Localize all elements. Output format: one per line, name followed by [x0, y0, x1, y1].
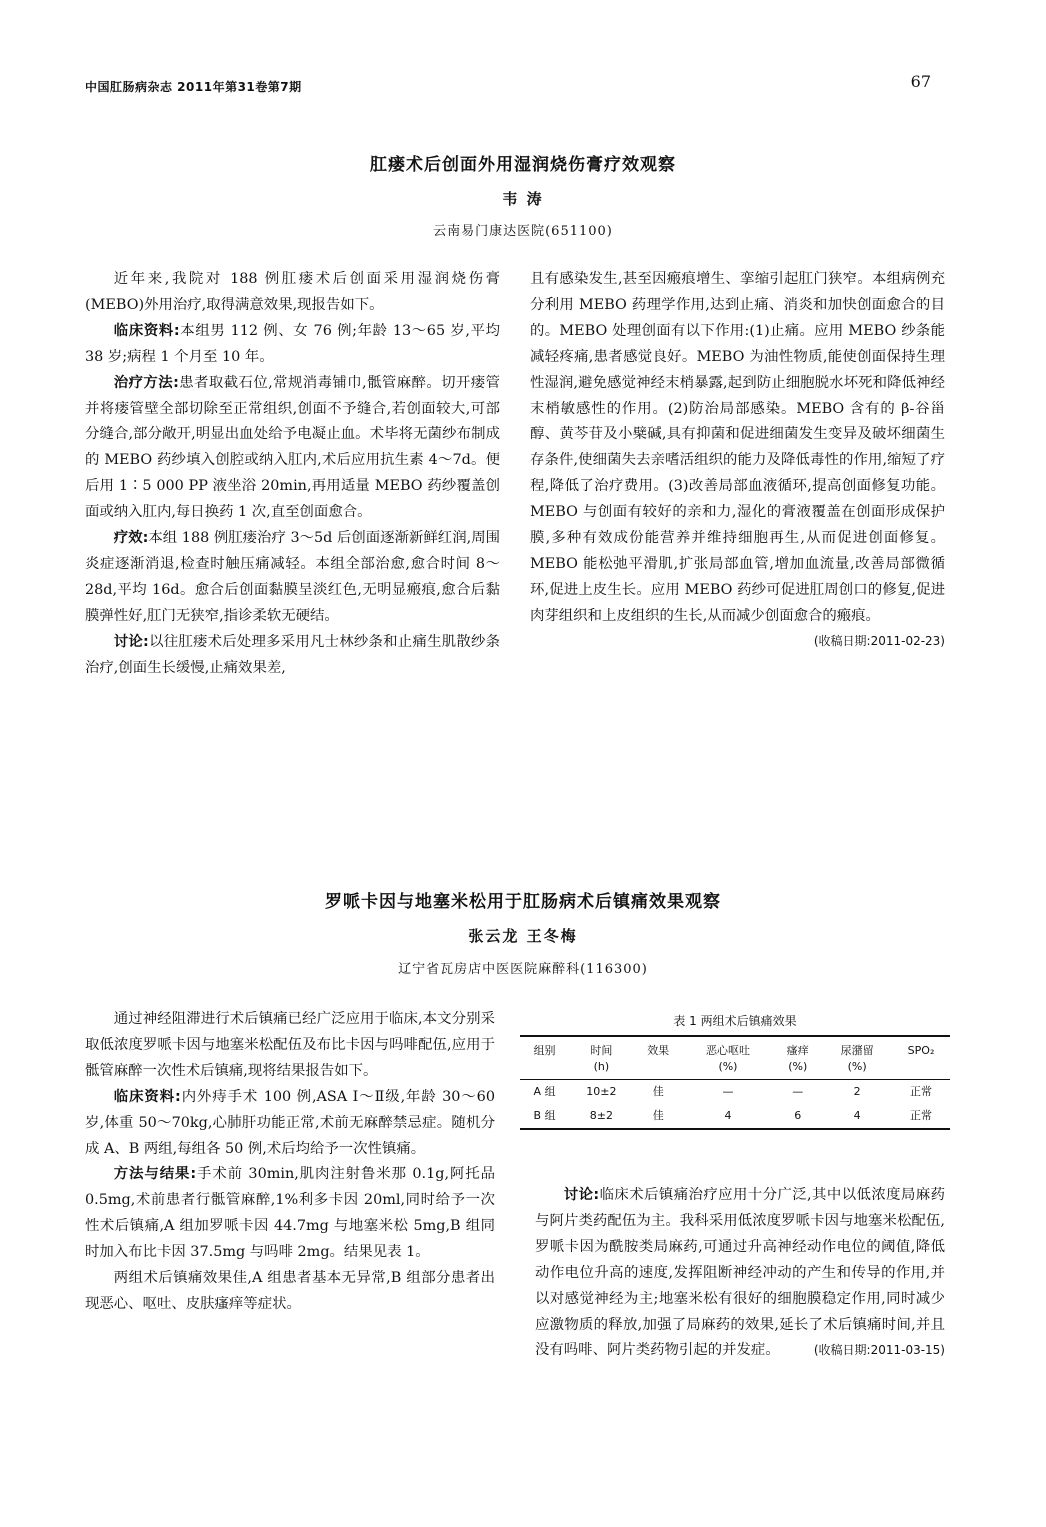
table-cell: B 组 — [533, 1109, 556, 1122]
column-unit — [634, 1059, 683, 1080]
table-cell: 4 — [853, 1109, 861, 1122]
paragraph-heading: 治疗方法: — [113, 374, 179, 391]
table-cell: 6 — [794, 1109, 802, 1122]
article2-authors: 张云龙 王冬梅 — [468, 927, 578, 945]
paragraph-heading: 方法与结果: — [113, 1166, 197, 1183]
paragraph-heading: 临床资料: — [113, 322, 180, 339]
article2-affiliation: 辽宁省瓦房店中医医院麻醉科(116300) — [398, 962, 648, 977]
column-header: SPO₂ — [907, 1044, 935, 1057]
paragraph-heading: 临床资料: — [113, 1088, 181, 1105]
column-header: 时间 — [590, 1044, 613, 1057]
column-unit: (h) — [593, 1060, 610, 1073]
article1-author: 韦 涛 — [502, 190, 544, 208]
received-date: (收稿日期:2011-02-23) — [813, 633, 945, 648]
paragraph-heading: 疗效: — [113, 530, 149, 547]
paragraph: 讨论:以往肛瘘术后处理多采用凡士林纱条和止痛生肌散纱条治疗,创面生长缓慢,止痛效果差, — [85, 633, 500, 676]
paragraph: 疗效:本组 188 例肛瘘治疗 3～5d 后创面逐渐新鲜红润,周围炎症逐渐消退,检查时触压痛减轻。本组全部治愈,愈合时间 8～28d,平均 16d。愈合后创面黏膜呈淡红色,无明显瘢痕,愈合后黏膜弹性好,肛门无狭窄,指诊柔软无硬结。 — [85, 530, 500, 624]
table-cell: 4 — [724, 1109, 732, 1122]
paragraph-heading: 讨论: — [563, 1187, 600, 1203]
article2-discussion — [535, 1183, 945, 1364]
results-table — [520, 1035, 950, 1130]
paragraph: 通过神经阻滞进行术后镇痛已经广泛应用于临床,本文分别采取低浓度罗哌卡因与地塞米松配伍及布比卡因与吗啡配伍,应用于骶管麻醉一次性术后镇痛,现将结果报告如下。 — [85, 1011, 495, 1079]
table-row — [520, 1104, 950, 1129]
table-cell: 8±2 — [589, 1109, 613, 1122]
column-unit — [520, 1059, 569, 1080]
column-header: 效果 — [647, 1044, 670, 1057]
table-caption: 表 1 两组术后镇痛效果 — [673, 1014, 797, 1028]
article1-right-column — [530, 267, 945, 652]
paragraph-heading: 讨论: — [113, 633, 149, 650]
table-cell: 2 — [853, 1085, 861, 1098]
article1-affiliation: 云南易门康达医院(651100) — [433, 224, 613, 239]
received-date: (收稿日期:2011-03-15) — [813, 1343, 945, 1358]
paragraph: 方法与结果:手术前 30min,肌肉注射鲁米那 0.1g,阿托品 0.5mg,术前患者行骶管麻醉,1%利多卡因 20ml,同时给予一次性术后镇痛,A 组加罗哌卡因 44.7mg 与地塞米松 5mg,B 组同时加入布比卡因 37.5mg 与吗啡 2mg。结果见表 1。 — [85, 1166, 495, 1261]
article2-title: 罗哌卡因与地塞米松用于肛肠病术后镇痛效果观察 — [325, 892, 721, 912]
table-cell: 佳 — [652, 1085, 664, 1098]
table-row — [520, 1080, 950, 1105]
paragraph: 临床资料:内外痔手术 100 例,ASA Ⅰ～Ⅱ级,年龄 30～60 岁,体重 50～70kg,心肺肝功能正常,术前无麻醉禁忌症。随机分成 A、B 两组,每组各 50 例,术后均给予一次性镇痛。 — [85, 1088, 495, 1157]
table-cell: 佳 — [652, 1109, 664, 1122]
paragraph: 讨论:临床术后镇痛治疗应用十分广泛,其中以低浓度局麻药与阿片类药配伍为主。我科采用低浓度罗哌卡因与地塞米松配伍,罗哌卡因为酰胺类局麻药,可通过升高神经动作电位的阈值,降低动作电位升高的速度,发挥阻断神经冲动的产生和传导的作用,并以对感觉神经为主;地塞米松有很好的细胞膜稳定作用,同时减少应激物质的释放,加强了局麻药的效果,延长了术后镇痛时间,并且没有吗啡、阿片类药物引起的并发症。 (收稿日期:2011-03-15) — [535, 1183, 945, 1364]
paragraph: 近年来,我院对 188 例肛瘘术后创面采用湿润烧伤膏(MEBO)外用治疗,取得满意效果,现报告如下。 — [85, 271, 500, 313]
column-unit — [892, 1059, 950, 1080]
page-number: 67 — [910, 72, 931, 91]
table-cell: — — [792, 1085, 804, 1098]
paragraph: 两组术后镇痛效果佳,A 组患者基本无异常,B 组部分患者出现恶心、呕吐、皮肤瘙痒等症状。 — [85, 1270, 495, 1312]
journal-header: 中国肛肠病杂志 2011年第31卷第7期 — [85, 80, 302, 94]
article2-left-column — [85, 1007, 495, 1318]
column-header: 组别 — [533, 1044, 556, 1057]
paragraph: 临床资料:本组男 112 例、女 76 例;年龄 13～65 岁,平均 38 岁;病程 1 个月至 10 年。 — [85, 322, 500, 365]
column-unit: (%) — [718, 1060, 738, 1073]
column-header: 瘙痒 — [786, 1044, 809, 1057]
table-cell: 10±2 — [586, 1085, 617, 1098]
column-header: 恶心呕吐 — [705, 1044, 750, 1057]
column-unit: (%) — [847, 1060, 867, 1073]
table-cell: — — [722, 1085, 734, 1098]
article1-title: 肛瘘术后创面外用湿润烧伤膏疗效观察 — [370, 155, 676, 175]
table-cell: A 组 — [533, 1085, 556, 1098]
table-cell: 正常 — [910, 1085, 933, 1098]
paragraph: 治疗方法:患者取截石位,常规消毒铺巾,骶管麻醉。切开瘘管并将瘘管壁全部切除至正常组织,创面不予缝合,若创面较大,可部分缝合,部分敞开,明显出血处给予电凝止血。术毕将无菌纱布制成的 MEBO 药纱填入创腔或纳入肛内,术后应用抗生素 4～7d。便后用 1∶5 000 PP 液坐浴 20min,再用适量 MEBO 药纱覆盖创面或纳入肛内,每日换药 1 次,直至创面愈合。 — [85, 374, 500, 521]
article1-left-column — [85, 267, 500, 682]
column-unit: (%) — [788, 1060, 808, 1073]
table-cell: 正常 — [910, 1109, 933, 1122]
paragraph: 且有感染发生,甚至因瘢痕增生、挛缩引起肛门狭窄。本组病例充分利用 MEBO 药理学作用,达到止痛、消炎和加快创面愈合的目的。MEBO 处理创面有以下作用:(1)止痛。应用 MEBO 纱条能减轻疼痛,患者感觉良好。MEBO 为油性物质,能使创面保持生理性湿润,避免感觉神经末梢暴露,起到防止细胞脱水坏死和降低神经末梢敏感性的作用。(2)防治局部感染。MEBO 含有的 β-谷甾醇、黄芩苷及小檗碱,具有抑菌和促进细菌发生变异及破坏细菌生存条件,使细菌失去亲嗜活组织的能力及降低毒性的作用,缩短了疗程,降低了治疗费用。(3)改善局部血液循环,提高创面修复功能。MEBO 与创面有较好的亲和力,湿化的膏液覆盖在创面形成保护膜,多种有效成份能营养并维持细胞再生,从而促进创面修复。MEBO 能松弛平滑肌,扩张局部血管,增加血流量,改善局部微循环,促进上皮生长。应用 MEBO 药纱可促进肛周创口的修复,促进肉芽组织和上皮组织的生长,从而减少创面愈合的瘢痕。 — [530, 271, 945, 624]
column-header: 尿潴留 — [840, 1044, 874, 1057]
